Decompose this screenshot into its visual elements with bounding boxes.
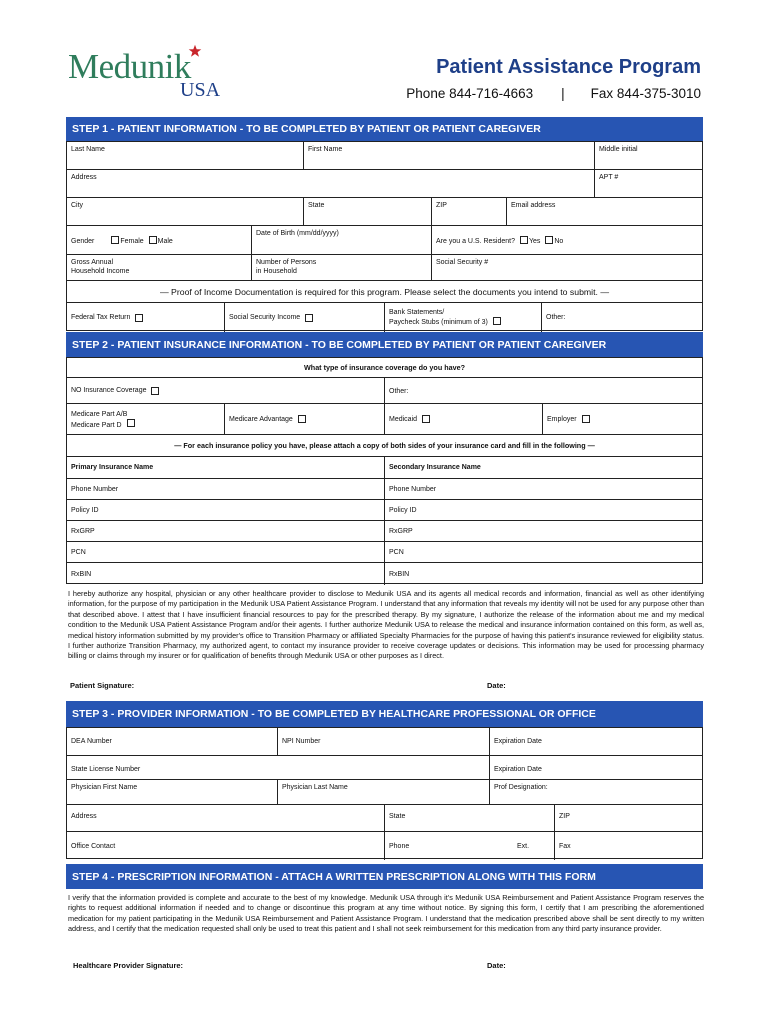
secondary-insurance-label: Secondary Insurance Name	[389, 464, 481, 471]
yes-label: Yes	[528, 238, 541, 245]
medicare-ab-label: Medicare Part A/B	[71, 411, 128, 418]
primary-insurance-field[interactable]	[67, 457, 385, 478]
step1-form	[66, 141, 703, 331]
phone-number: Phone 844-716-4663	[406, 86, 534, 101]
household-persons-field[interactable]	[252, 255, 432, 280]
other-docs-label: Other:	[546, 314, 566, 321]
gender-field	[67, 226, 252, 254]
step2-form	[66, 357, 703, 584]
resident-yes-checkbox[interactable]	[520, 236, 528, 244]
dob-field[interactable]	[252, 226, 432, 254]
proof-of-income-note: — Proof of Income Documentation is required for this program. Please select the documents you intend to submit. —	[67, 281, 702, 303]
primary-phone-field[interactable]	[67, 479, 385, 499]
secondary-rxgrp-field[interactable]	[385, 521, 704, 541]
medicaid-option	[385, 404, 543, 434]
primary-policy-id-field[interactable]	[67, 500, 385, 520]
persons-label-1: Number of Persons	[256, 259, 317, 266]
last-name-field[interactable]	[67, 142, 304, 169]
page-title: Patient Assistance Program	[436, 56, 701, 78]
physician-last-name-field[interactable]	[278, 780, 490, 804]
address-label: Address	[71, 174, 97, 181]
secondary-pcn-field[interactable]	[385, 542, 704, 562]
patient-date-field[interactable]	[487, 681, 506, 690]
no-label: No	[554, 238, 564, 245]
medicare-advantage-option	[225, 404, 385, 434]
patient-date-label: Date:	[487, 681, 506, 690]
first-name-field[interactable]	[304, 142, 595, 169]
step3-form	[66, 727, 703, 859]
primary-policy-id-label: Policy ID	[71, 506, 99, 514]
provider-address-field[interactable]	[67, 805, 385, 831]
bank-statements-checkbox[interactable]	[493, 317, 501, 325]
fax-number: Fax 844-375-3010	[590, 86, 701, 101]
secondary-policy-id-label: Policy ID	[389, 506, 417, 514]
insurance-card-note: — For each insurance policy you have, please attach a copy of both sides of your insurance card and fill in the following —	[67, 435, 702, 457]
patient-signature-field[interactable]	[70, 681, 134, 690]
zip-label: ZIP	[436, 202, 447, 209]
gender-label: Gender	[71, 238, 95, 245]
provider-fax-label: Fax	[559, 843, 571, 850]
secondary-rxbin-label: RxBIN	[389, 570, 410, 578]
medicare-checkbox[interactable]	[127, 419, 135, 427]
coverage-question: What type of insurance coverage do you have?	[67, 358, 702, 378]
expiration-date-label-1: Expiration Date	[494, 738, 542, 745]
female-checkbox[interactable]	[111, 236, 119, 244]
us-resident-field	[432, 226, 704, 254]
logo-wordmark: Medunik	[68, 47, 191, 86]
provider-state-field[interactable]	[385, 805, 555, 831]
last-name-label: Last Name	[71, 146, 105, 153]
middle-initial-label: Middle initial	[599, 146, 638, 153]
step2-header: STEP 2 - PATIENT INSURANCE INFORMATION - TO BE COMPLETED BY PATIENT OR PATIENT CAREGIVER	[66, 332, 703, 357]
step3-header: STEP 3 - PROVIDER INFORMATION - TO BE COMPLETED BY HEALTHCARE PROFESSIONAL OR OFFICE	[66, 701, 703, 727]
apt-label: APT #	[599, 174, 619, 181]
primary-pcn-label: PCN	[71, 548, 86, 556]
dob-label: Date of Birth (mm/dd/yyyy)	[256, 230, 339, 237]
no-insurance-label: NO Insurance Coverage	[71, 387, 147, 394]
provider-date-field[interactable]	[487, 961, 506, 970]
secondary-policy-id-field[interactable]	[385, 500, 704, 520]
ssn-label: Social Security #	[436, 259, 489, 266]
medunik-logo	[68, 46, 228, 102]
primary-rxgrp-label: RxGRP	[71, 527, 95, 535]
male-checkbox[interactable]	[149, 236, 157, 244]
other-insurance-label: Other:	[389, 388, 409, 395]
medicare-advantage-label: Medicare Advantage	[229, 415, 293, 423]
expiration-date-field-2[interactable]	[490, 756, 704, 779]
physician-last-name-label: Physician Last Name	[282, 784, 348, 791]
other-insurance-field[interactable]	[385, 378, 704, 403]
apt-field[interactable]	[595, 170, 704, 197]
bank-label-1: Bank Statements/	[389, 309, 445, 316]
npi-number-label: NPI Number	[282, 738, 321, 745]
provider-fax-field[interactable]	[555, 832, 704, 860]
provider-address-label: Address	[71, 813, 97, 820]
provider-date-label: Date:	[487, 961, 506, 970]
primary-insurance-label: Primary Insurance Name	[71, 464, 154, 471]
federal-tax-checkbox[interactable]	[135, 314, 143, 322]
income-label-2: Household Income	[71, 268, 130, 275]
contact-line	[406, 86, 701, 101]
email-field[interactable]	[507, 198, 704, 225]
state-license-label: State License Number	[71, 766, 141, 773]
middle-initial-field[interactable]	[595, 142, 704, 169]
employer-label: Employer	[547, 415, 577, 423]
ssn-field[interactable]	[432, 255, 704, 280]
state-license-field[interactable]	[67, 756, 490, 779]
contact-separator: |	[561, 86, 565, 101]
state-label: State	[308, 202, 325, 209]
other-docs-field[interactable]	[542, 303, 704, 332]
medicare-advantage-checkbox[interactable]	[298, 415, 306, 423]
persons-label-2: in Household	[256, 268, 297, 275]
primary-rxbin-field[interactable]	[67, 563, 385, 585]
provider-zip-field[interactable]	[555, 805, 704, 831]
bank-statements-option	[385, 303, 542, 332]
bank-label-2: Paycheck Stubs (minimum of 3)	[389, 319, 488, 326]
step1-header: STEP 1 - PATIENT INFORMATION - TO BE COMPLETED BY PATIENT OR PATIENT CAREGIVER	[66, 117, 703, 141]
dea-number-label: DEA Number	[71, 738, 112, 745]
no-insurance-checkbox[interactable]	[151, 387, 159, 395]
npi-number-field[interactable]	[278, 728, 490, 755]
employer-option	[543, 404, 704, 434]
physician-first-name-field[interactable]	[67, 780, 278, 804]
medicaid-label: Medicaid	[389, 415, 418, 423]
secondary-phone-label: Phone Number	[389, 485, 437, 493]
provider-phone-label: Phone	[389, 843, 410, 850]
secondary-insurance-field[interactable]	[385, 457, 704, 478]
authorization-text: I hereby authorize any hospital, physician or any other healthcare provider to disclose to Medunik USA and its agents all medical records and information, financial as well as other identifying information, for the purpose of my participation in the Medunik USA Patient Assistance Program. I understand that any information that reveals my identity will not be used for any purpose other than that described above. I attest that I have insufficient financial resources to pay for the prescribed therapy. By my signature, I authorize the release of the information about me and my medical condition to the Medunik USA Patient Assistance Program and/or their agents. I further authorize Medunik USA to release the medical and insurance information contained on this form, as well as, medical history information submitted by my provider's office to Transition Pharmacy or affiliated Specialty Pharmacies for the purpose of having this patient's insurance reviewed for eligibility status. I further authorize Transition Pharmacy, my authorized agent, to contact my insurance provider to receive coverage updates or decisions. This information may be used for processing pharmacy billing or claims through my insurer or for qualification of benefits through Medunik USA or other purposes as I direct.	[68, 589, 704, 661]
ss-income-checkbox[interactable]	[305, 314, 313, 322]
logo-sub: USA	[180, 79, 221, 101]
provider-signature-field[interactable]	[73, 961, 183, 970]
provider-signature-label: Healthcare Provider Signature:	[73, 961, 184, 970]
email-label: Email address	[511, 202, 556, 209]
employer-checkbox[interactable]	[582, 415, 590, 423]
female-label: Female	[120, 238, 144, 245]
male-label: Male	[157, 238, 173, 245]
primary-pcn-field[interactable]	[67, 542, 385, 562]
federal-tax-label: Federal Tax Return	[71, 314, 131, 321]
prof-designation-label: Prof Designation:	[494, 784, 548, 791]
provider-ext-label: Ext.	[517, 843, 530, 850]
primary-rxbin-label: RxBIN	[71, 570, 92, 578]
zip-field[interactable]	[432, 198, 507, 225]
secondary-pcn-label: PCN	[389, 548, 404, 556]
state-field[interactable]	[304, 198, 432, 225]
physician-first-name-label: Physician First Name	[71, 784, 138, 791]
income-label-1: Gross Annual	[71, 259, 114, 266]
medicare-d-label: Medicare Part D	[71, 422, 122, 429]
medicaid-checkbox[interactable]	[422, 415, 430, 423]
expiration-date-label-2: Expiration Date	[494, 766, 542, 773]
income-field[interactable]	[67, 255, 252, 280]
verification-text: I verify that the information provided is complete and accurate to the best of my knowledge. Medunik USA through it's Medunik USA Reimbursement and Patient Assistance Program reserves the rights to request additional information if needed and to change or discontinue this program at any time without notice. By signing this form, I certify that I am prescribing the aforementioned medication for my patient participating in the Medunik USA Reimbursement and Patient Assistance Program. I understand that the medication prescribed above shall be sent directly to my written address, and I certify that the medication requested shall only be used to treat this patient and I shall not seek reimbursement for this medication from any third party insurance provider.	[68, 893, 704, 934]
secondary-phone-field[interactable]	[385, 479, 704, 499]
secondary-rxbin-field[interactable]	[385, 563, 704, 585]
no-insurance-option	[67, 378, 385, 403]
office-contact-label: Office Contact	[71, 843, 116, 850]
address-field[interactable]	[67, 170, 595, 197]
step4-header: STEP 4 - PRESCRIPTION INFORMATION - ATTACH A WRITTEN PRESCRIPTION ALONG WITH THIS FORM	[66, 864, 703, 889]
primary-phone-label: Phone Number	[71, 485, 119, 493]
primary-rxgrp-field[interactable]	[67, 521, 385, 541]
expiration-date-field-1[interactable]	[490, 728, 704, 755]
city-field[interactable]	[67, 198, 304, 225]
resident-no-checkbox[interactable]	[545, 236, 553, 244]
patient-signature-label: Patient Signature:	[70, 681, 135, 690]
ss-income-label: Social Security Income	[229, 314, 301, 321]
ss-income-option	[225, 303, 385, 332]
us-resident-label: Are you a U.S. Resident?	[436, 238, 515, 245]
provider-state-label: State	[389, 813, 406, 820]
provider-zip-label: ZIP	[559, 813, 570, 820]
first-name-label: First Name	[308, 146, 343, 153]
federal-tax-option	[67, 303, 225, 332]
office-contact-field[interactable]	[67, 832, 385, 860]
dea-number-field[interactable]	[67, 728, 278, 755]
prof-designation-field[interactable]	[490, 780, 704, 804]
city-label: City	[71, 202, 84, 209]
medicare-ab-d-option	[67, 404, 225, 434]
provider-phone-field[interactable]	[385, 832, 555, 860]
secondary-rxgrp-label: RxGRP	[389, 527, 413, 535]
